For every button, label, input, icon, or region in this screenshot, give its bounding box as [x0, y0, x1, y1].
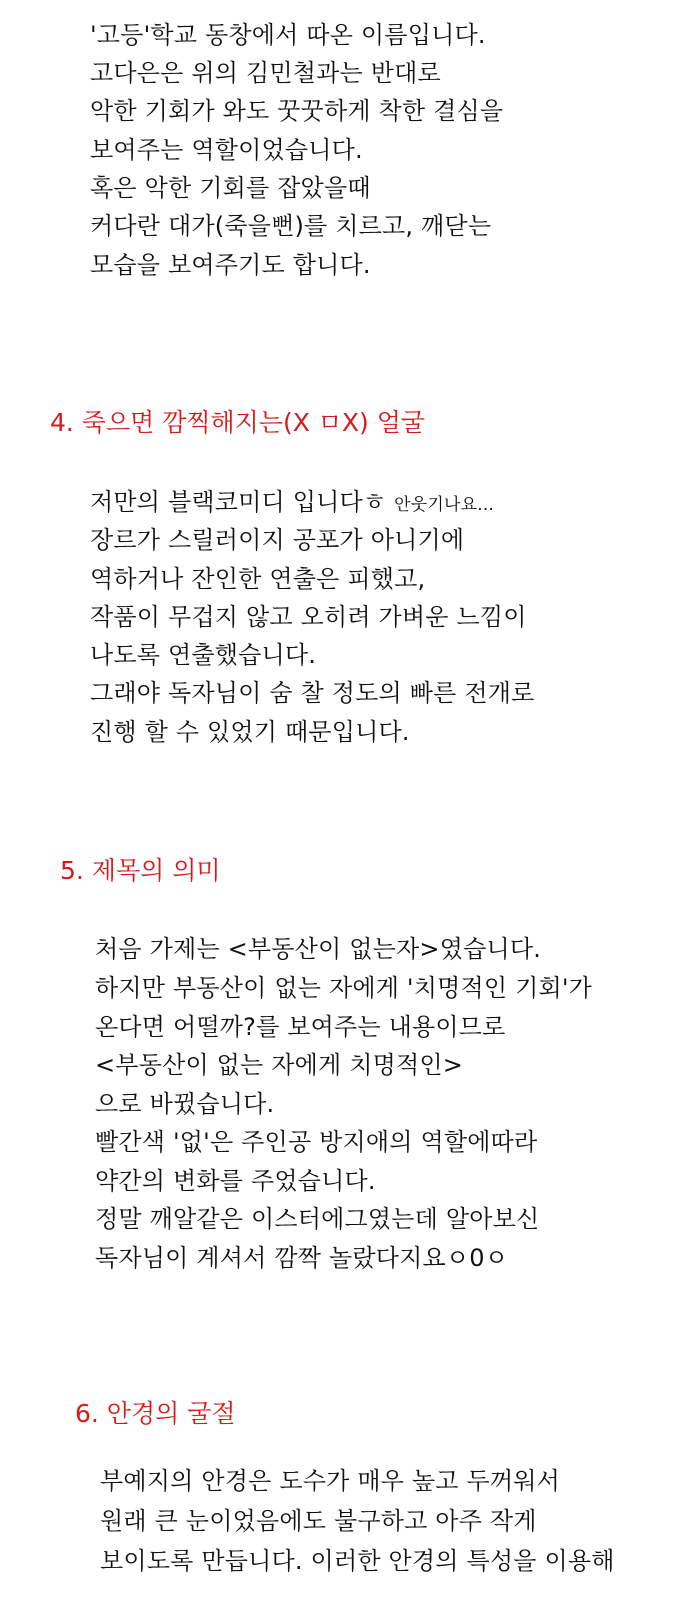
text-line: '고등'학교 동창에서 따온 이름입니다. [90, 21, 486, 49]
text-line: 악한 기회가 와도 꿋꿋하게 착한 결심을 [90, 97, 504, 125]
text-line: 그래야 독자님이 숨 찰 정도의 빠른 전개로 [90, 679, 535, 707]
text-line: 고다은은 위의 김민철과는 반대로 [90, 59, 441, 87]
text-line: 부예지의 안경은 도수가 매우 높고 두꺼워서 [100, 1467, 561, 1495]
text-main: 저만의 블랙코미디 입니다ㅎ [90, 488, 387, 516]
text-line: 하지만 부동산이 없는 자에게 '치명적인 기회'가 [95, 974, 593, 1002]
text-line: 커다란 대가(죽을뻔)를 치르고, 깨닫는 [90, 212, 492, 240]
text-line: 처음 가제는 <부동산이 없는자>였습니다. [95, 935, 542, 963]
text-aside: 안웃기나요... [394, 495, 495, 515]
text-line: 원래 큰 눈이었음에도 불구하고 아주 작게 [100, 1507, 537, 1535]
text-line [90, 487, 494, 520]
text-line: 진행 할 수 있었기 때문입니다. [90, 718, 410, 746]
text-line: 나도록 연출했습니다. [90, 641, 317, 669]
text-line: <부동산이 없는 자에게 치명적인> [95, 1051, 464, 1079]
section-heading: 4. 죽으면 깜찍해지는(X ㅁX) 얼굴 [50, 408, 426, 437]
text-line: 모습을 보여주기도 합니다. [90, 251, 371, 279]
text-line: 작품이 무겁지 않고 오히려 가벼운 느낌이 [90, 603, 527, 631]
text-line: 으로 바뀠습니다. [95, 1090, 275, 1118]
text-line: 보여주는 역할이었습니다. [90, 136, 363, 164]
text-line: 역하거나 잔인한 연출은 피했고, [90, 565, 426, 593]
text-line: 온다면 어떨까?를 보여주는 내용이므로 [95, 1013, 506, 1041]
text-line: 장르가 스릴러이지 공포가 아니기에 [90, 526, 465, 554]
text-line: 보이도록 만듭니다. 이러한 안경의 특성을 이용해 [100, 1547, 615, 1575]
section-heading: 6. 안경의 굴절 [75, 1399, 236, 1428]
text-line: 혹은 악한 기회를 잡았을때 [90, 174, 371, 202]
text-line: 정말 깨알같은 이스터에그였는데 알아보신 [95, 1205, 540, 1233]
text-line: 약간의 변화를 주었습니다. [95, 1167, 376, 1195]
section-heading: 5. 제목의 의미 [60, 856, 221, 885]
text-line: 독자님이 계셔서 깜짝 놀랐다지요ㅇ0ㅇ [95, 1244, 509, 1272]
text-line: 빨간색 '없'은 주인공 방지애의 역할에따라 [95, 1128, 538, 1156]
